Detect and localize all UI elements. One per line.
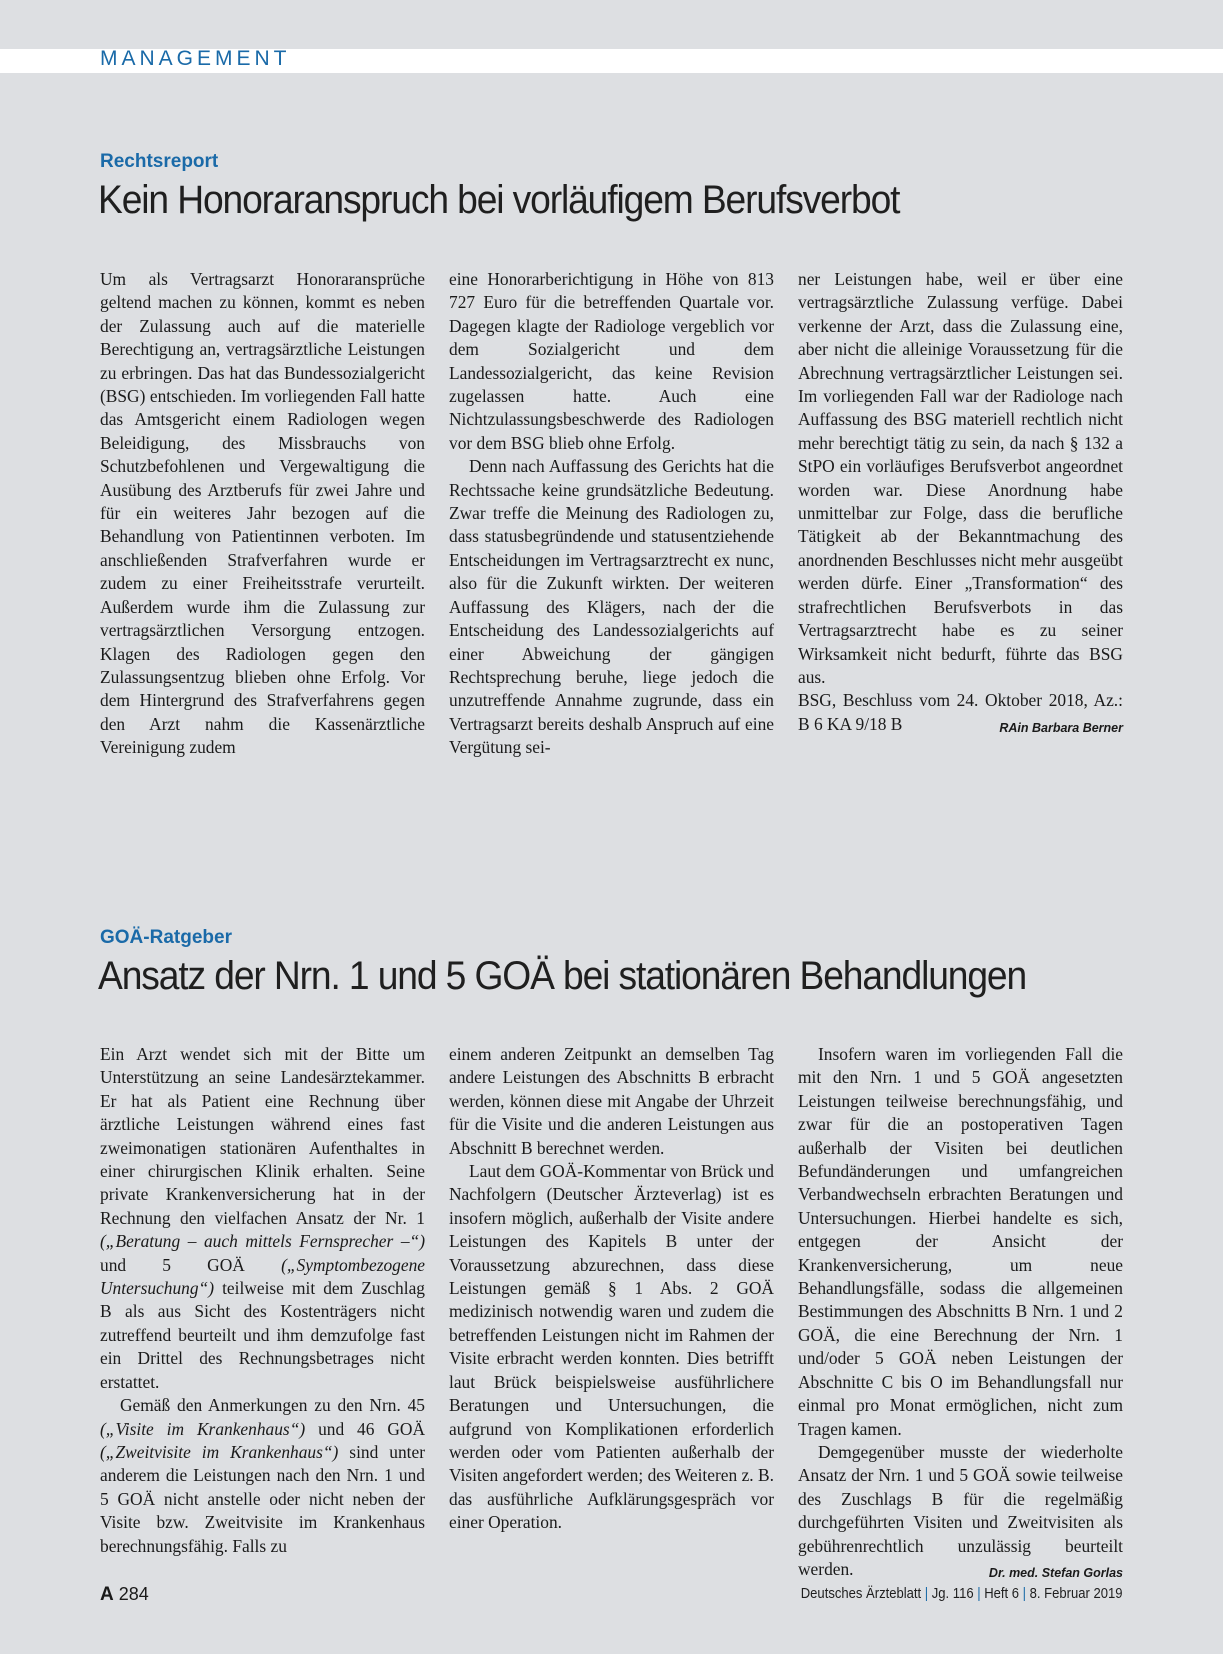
article1-column-3	[798, 268, 1123, 740]
separator: |	[1023, 1586, 1027, 1602]
article2-column-2	[449, 1043, 774, 1535]
article1-paragraph: ner Leistungen habe, weil er über eine vertragsärztliche Zulassung verfüge. Dabei verkenne der Arzt, dass die Zulassung eine, aber nicht die alleinige Voraussetzung für die Abrechnung vertragsärztlicher Leistungen sei. Im vorliegenden Fall war der Radiologe nach Auffassung des BSG materiell rechtlich nicht mehr berechtigt tätig zu sein, da nach § 132 a StPO ein vorläufiges Berufsverbot angeordnet worden war. Diese Anordnung habe unmittelbar zur Folge, dass die berufliche Tätigkeit ab der Bekanntmachung des anordnenden Beschlusses nicht mehr ausgeübt werden dürfe. Einer „Transformation“ des strafrechtlichen Berufsverbots in das Vertragsarztrecht habe es zu seiner Wirksamkeit nicht bedurft, führte das BSG aus.	[798, 269, 1123, 687]
article1-column-2	[449, 268, 774, 760]
italic-run: („Beratung – auch mittels Fernsprecher –“)	[100, 1231, 425, 1252]
journal-name: Deutsches Ärzteblatt	[801, 1586, 922, 1602]
journal-date: 8. Februar 2019	[1030, 1586, 1123, 1602]
article1-citation	[798, 689, 1123, 736]
text-run: Ein Arzt wendet sich mit der Bitte um Unterstützung an seine Landesärztekammer. Er hat als Patient eine Rechnung über ärztliche Leistungen während eines fast zweimonatigen stationären Aufenthaltes in einer chirurgischen Klinik erhalten. Seine private Krankenversicherung hat in der Rechnung den vielfachen Ansatz der Nr. 1	[100, 1044, 425, 1228]
article1-title: Kein Honoraranspruch bei vorläufigem Berufsverbot	[98, 178, 900, 222]
article1-paragraph: Denn nach Auffassung des Gerichts hat die Rechtssache keine grundsätzliche Bedeutung. Zwar treffe die Meinung des Radiologen zu, dass statusbegründende und statusentziehende Entscheidungen im Vertragsarztrecht ex nunc, also für die Zukunft wirkten. Der weiteren Auffassung des Klägers, nach der die Entscheidung des Landessozialgerichts auf einer Abweichung der gängigen Rechtsprechung beruhe, liege jedoch die unzutreffende Annahme zugrunde, dass ein Vertragsarzt bereits deshalb Anspruch auf eine Vergütung sei-	[449, 456, 774, 758]
article2-column-1	[100, 1043, 425, 1558]
italic-run: („Symptombezogene Untersuchung“)	[100, 1254, 425, 1299]
article1-author: RAin Barbara Berner	[999, 720, 1123, 735]
article2-paragraph: Insofern waren im vorliegenden Fall die mit den Nrn. 1 und 5 GOÄ angesetzten Leistungen teilweise berechnungsfähig, und zwar für die an postoperativen Tagen außerhalb der Visiten bei deutlichen Befundänderungen und umfangreichen Verbandwechseln erbrachten Beratungen und Untersuchungen. Hierbei handelte es sich, entgegen der Ansicht der Krankenversicherung, um neue Behandlungsfälle, sodass die allgemeinen Bestimmungen des Abschnitts B Nrn. 1 und 2 GOÄ, die eine Berechnung der Nrn. 1 und/oder 5 GOÄ neben Leistungen der Abschnitte C bis O im Behandlungsfall nur einmal pro Monat ermöglichen, nicht zum Tragen kamen.	[798, 1044, 1123, 1439]
article2-paragraph: einem anderen Zeitpunkt an demselben Tag andere Leistungen des Abschnitts B erbracht werden, können diese mit Angabe der Uhrzeit für die Visite und die anderen Leistungen aus Abschnitt B berechnet werden.	[449, 1044, 774, 1158]
journal-info	[801, 1586, 1123, 1602]
section-label: MANAGEMENT	[100, 47, 291, 70]
journal-issue: Heft 6	[984, 1586, 1020, 1602]
page-number-value: 284	[118, 1584, 149, 1604]
text-run: sind unter anderem die Leistungen nach den Nrn. 1 und 5 GOÄ nicht anstelle oder nicht neben der Visite bzw. Zweitvisite im Krankenhaus berechnungsfähig. Falls zu	[100, 1441, 425, 1556]
page-number	[100, 1584, 149, 1606]
italic-run: („Visite im Krankenhaus“)	[100, 1418, 306, 1439]
article2-paragraph	[798, 1441, 1123, 1581]
article1-kicker: Rechtsreport	[100, 151, 219, 172]
article1-paragraph: Um als Vertragsarzt Honoraransprüche geltend machen zu können, kommt es neben der Zulassung auch auf die materielle Berechtigung an, vertragsärztliche Leistungen zu erbringen. Das hat das Bundessozialgericht (BSG) entschieden. Im vorliegenden Fall hatte das Amtsgericht einem Radiologen wegen Beleidigung, des Missbrauchs von Schutzbefohlenen und Vergewaltigung die Ausübung des Arztberufs für zwei Jahre und für ein weiteres Jahr bezogen auf die Behandlung von Patientinnen verboten. Im anschließenden Strafverfahren wurde er zudem zu einer Freiheitsstrafe verurteilt. Außerdem wurde ihm die Zulassung zur vertragsärztlichen Versorgung entzogen. Klagen des Radiologen gegen den Zulassungsentzug blieben ohne Erfolg. Vor dem Hintergrund des Strafverfahrens gegen den Arzt nahm die Kassenärztliche Vereinigung zudem	[100, 269, 425, 758]
article2-kicker: GOÄ-Ratgeber	[100, 927, 232, 948]
text-run: und 46 GOÄ	[305, 1418, 425, 1439]
separator: |	[977, 1586, 982, 1602]
separator: |	[925, 1586, 929, 1602]
citation-text: BSG, Beschluss vom 24. Oktober 2018, Az.: B 6 KA 9/18 B	[798, 690, 1123, 734]
article2-title: Ansatz der Nrn. 1 und 5 GOÄ bei stationären Behandlungen	[98, 954, 1027, 998]
article2-author: Dr. med. Stefan Gorlas	[988, 1565, 1123, 1580]
article2-paragraph	[100, 1043, 425, 1394]
text-run: teilweise mit dem Zuschlag B als aus Sicht des Kostenträgers nicht zutreffend beurteilt und ihm demzufolge fast ein Drittel des Rechnungsbetrages nicht erstattet.	[100, 1278, 425, 1392]
article2-paragraph	[100, 1394, 425, 1558]
text-run: Gemäß den Anmerkungen zu den Nrn. 45	[120, 1395, 425, 1416]
article2-paragraph: Laut dem GOÄ-Kommentar von Brück und Nachfolgern (Deutscher Ärzteverlag) ist es insofern möglich, außerhalb der Visite andere Leistungen des Kapitels B unter der Voraussetzung abzurechnen, dass diese Leistungen gemäß § 1 Abs. 2 GOÄ medizinisch notwendig waren und zudem die betreffenden Leistungen nicht im Rahmen der Visite erbracht werden konnten. Dies betrifft laut Brück beispielsweise ausführlichere Beratungen und Untersuchungen, die aufgrund von Komplikationen erforderlich werden oder vom Patienten außerhalb der Visiten angefordert werden; des Weiteren z. B. das ausführliche Aufklärungsgespräch vor einer Operation.	[449, 1161, 774, 1533]
article2-column-3	[798, 1043, 1123, 1585]
text-run: und 5 GOÄ	[100, 1254, 282, 1275]
journal-volume: Jg. 116	[932, 1586, 975, 1602]
page-letter: A	[100, 1584, 114, 1605]
text-run: Demgegenüber musste der wiederholte Ansatz der Nrn. 1 und 5 GOÄ sowie teilweise des Zuschlags B für die regelmäßig durchgeführten Visiten und Zweitvisiten als gebührenrechtlich unzulässig beurteilt werden.	[798, 1441, 1123, 1579]
article1-column-1	[100, 268, 425, 760]
article1-paragraph: eine Honorarberichtigung in Höhe von 813 727 Euro für die betreffenden Quartale vor. Dagegen klagte der Radiologe vergeblich vor dem Sozialgericht und dem Landessozialgericht, das keine Revision zugelassen hatte. Auch eine Nichtzulassungsbeschwerde des Radiologen vor dem BSG blieb ohne Erfolg.	[449, 269, 774, 453]
italic-run: („Zweitvisite im Krankenhaus“)	[100, 1441, 339, 1462]
